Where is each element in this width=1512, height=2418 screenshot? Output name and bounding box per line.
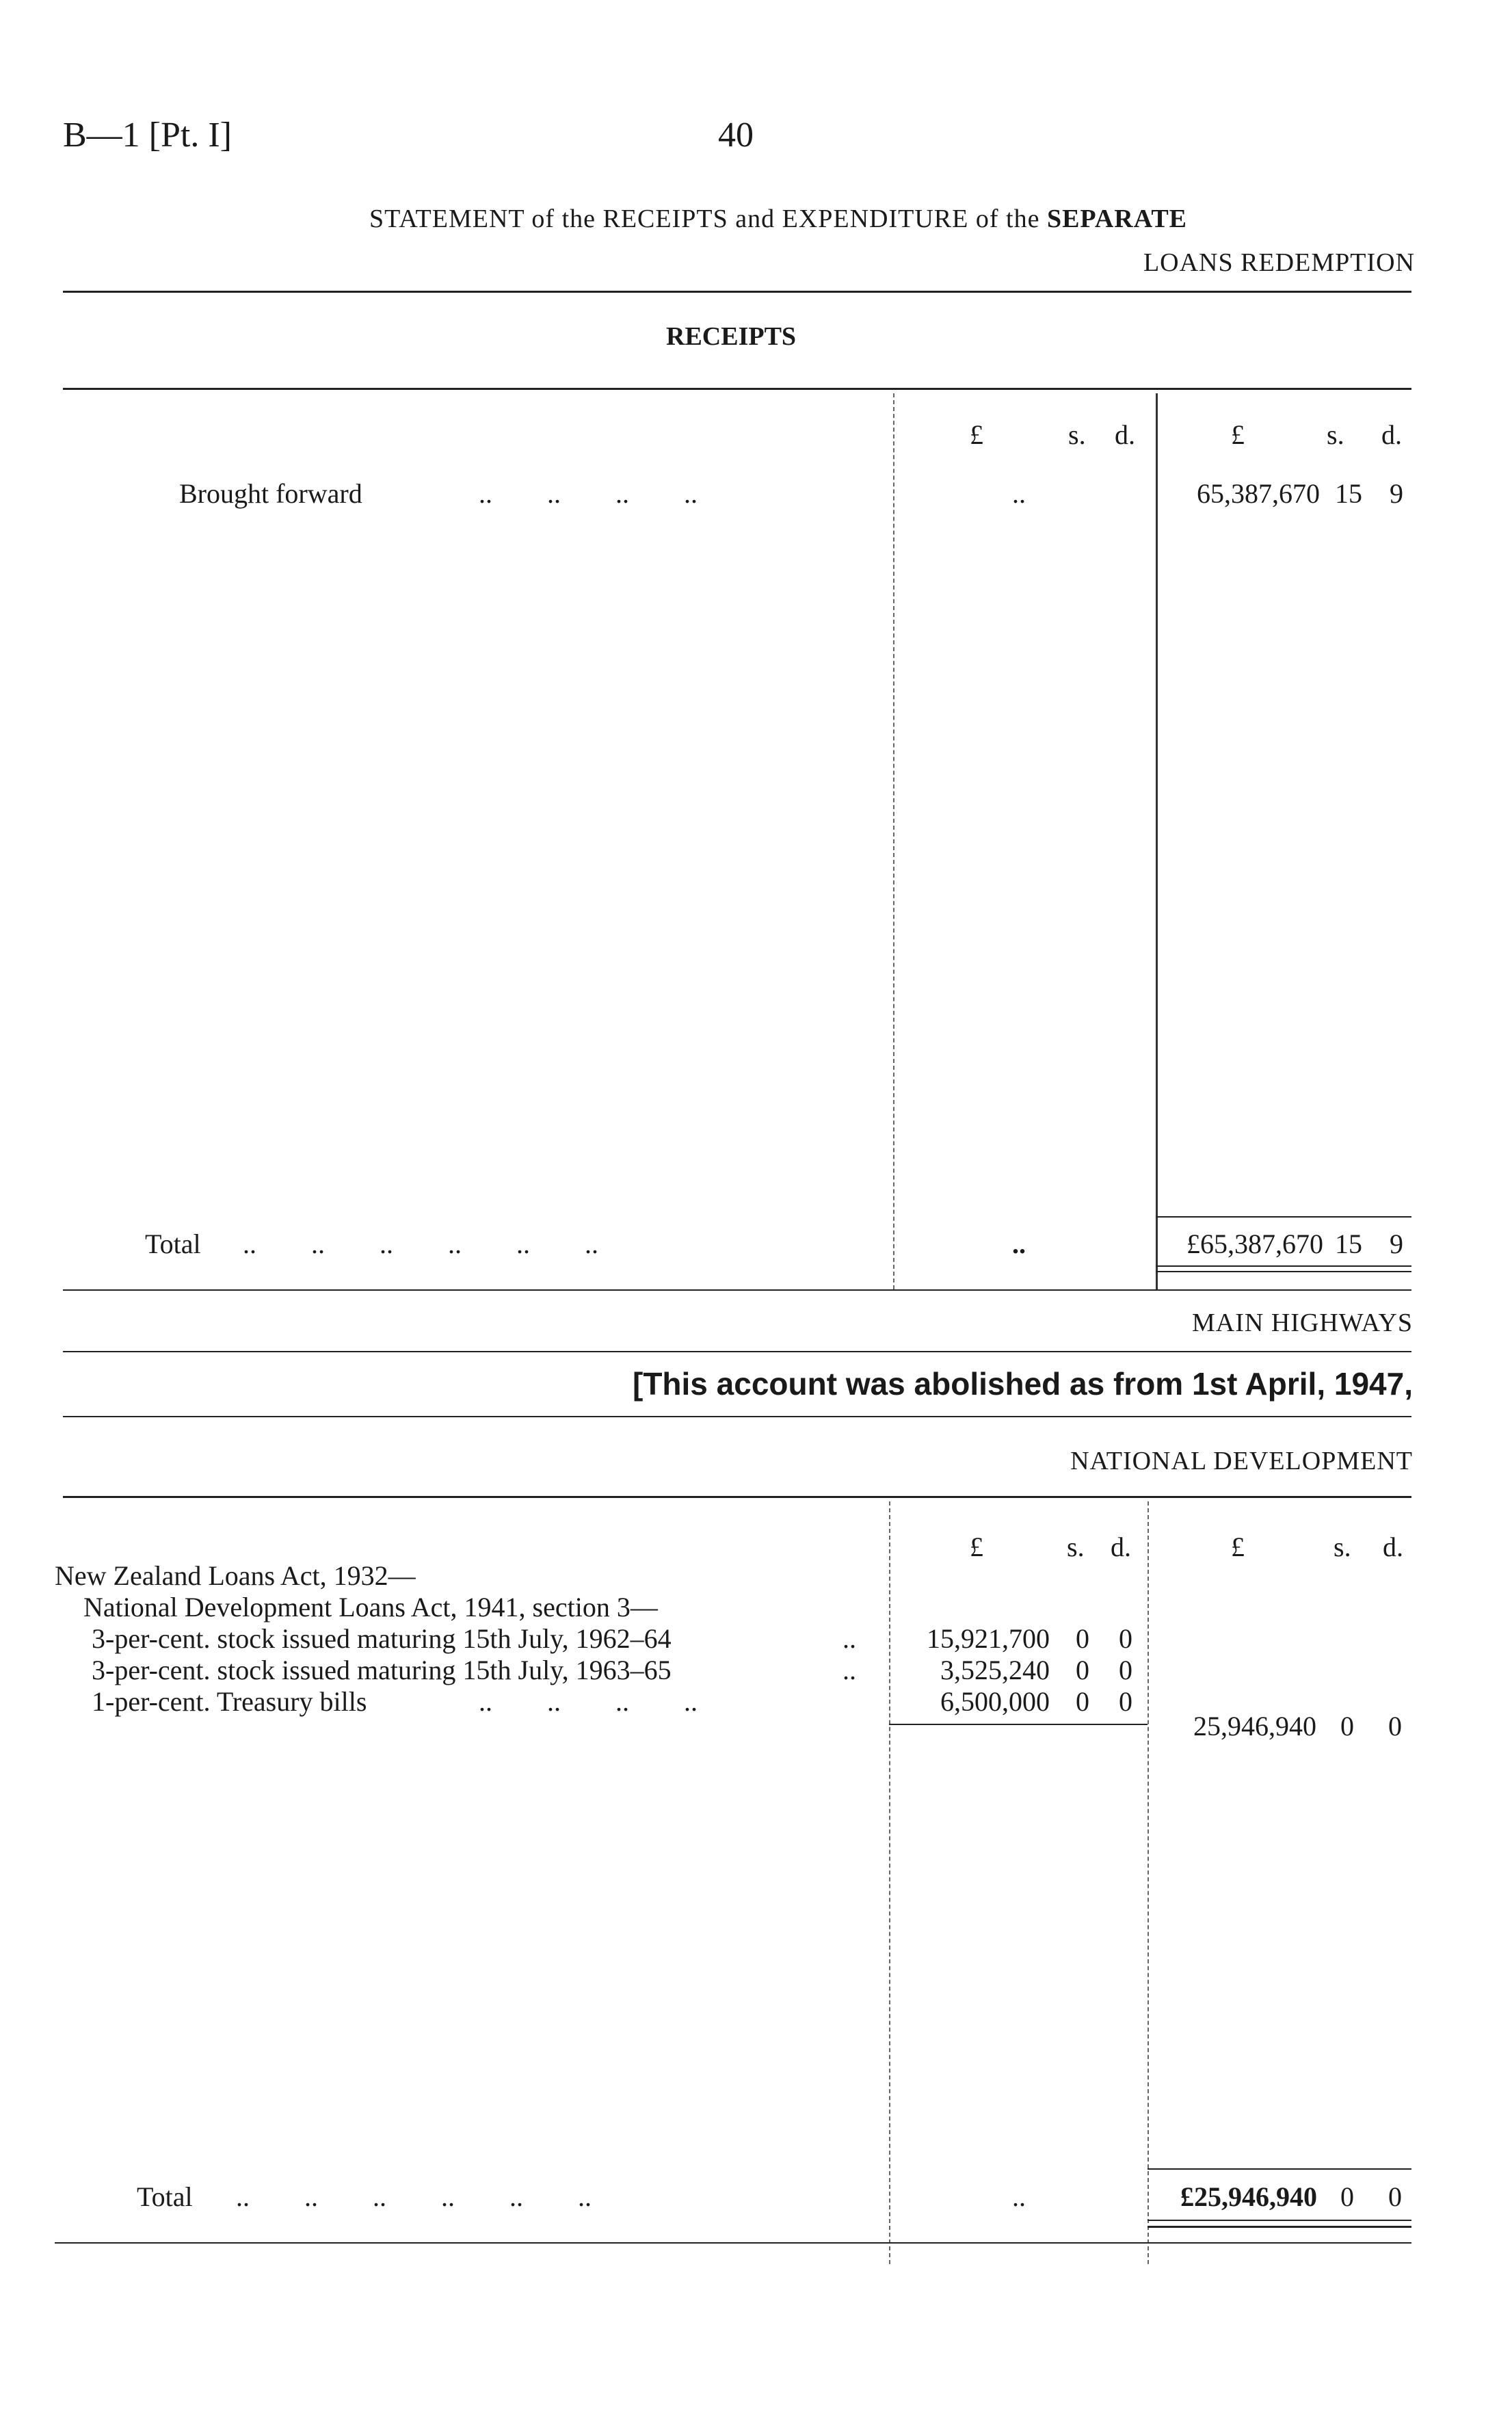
mid-leader: .. [1012,1228,1026,1259]
column-divider [889,1501,890,2264]
item-pounds: 6,500,000 [940,1686,1050,1717]
amount-pence: 9 [1390,478,1403,509]
rule [55,2242,1411,2244]
mid-leader: .. [1012,478,1026,509]
rule [1148,2168,1411,2170]
item-pence: 0 [1119,1623,1132,1654]
subtotal-pence: 0 [1388,1711,1402,1742]
page-number: 40 [718,116,754,155]
statement-subtitle: LOANS REDEMPTION [1143,248,1415,277]
col-header-pence-1: d. [1115,419,1135,450]
col-header-pounds-1: £ [970,1532,983,1562]
total-pounds: £25,946,940 [1180,2181,1317,2212]
column-divider [893,393,894,1289]
dot-leaders: .. .. .. .. [479,478,698,509]
column-divider [1156,393,1158,1289]
statement-title-text: STATEMENT of the RECEIPTS and EXPENDITURE of the [369,205,1040,233]
item-pounds: 15,921,700 [927,1623,1050,1654]
receipts-heading: RECEIPTS [666,322,797,351]
col-header-pence-1: d. [1111,1532,1131,1562]
item-pence: 0 [1119,1655,1132,1685]
main-highways-heading: MAIN HIGHWAYS [1192,1309,1413,1337]
total-pounds: £65,387,670 [1186,1228,1323,1259]
dot-leaders: .. [843,1623,856,1654]
col-header-pence-2: d. [1381,419,1402,450]
act-subheading: National Development Loans Act, 1941, section 3— [83,1592,658,1622]
rule [1156,1265,1411,1267]
row-label: Brought forward [179,478,362,509]
rule [1148,2226,1411,2228]
total-label: Total [137,2181,193,2212]
dot-leaders: .. .. .. .. .. .. [243,1228,598,1259]
rule [63,388,1411,390]
rule [63,1351,1411,1352]
col-header-shillings-2: s. [1334,1532,1351,1562]
mid-leader: .. [1012,2181,1026,2212]
rule [1148,2220,1411,2221]
col-header-pounds-2: £ [1231,419,1245,450]
subtotal-shillings: 0 [1340,1711,1354,1742]
total-shillings: 15 [1335,1228,1362,1259]
dot-leaders: .. .. .. .. [479,1686,698,1717]
dot-leaders: .. .. .. .. .. .. [236,2181,592,2212]
rule [63,1289,1411,1291]
national-development-heading: NATIONAL DEVELOPMENT [1070,1447,1413,1475]
amount-pounds: 65,387,670 [1197,478,1320,509]
col-header-pounds-1: £ [970,419,983,450]
rule [63,1416,1411,1417]
total-shillings: 0 [1340,2181,1354,2212]
item-shillings: 0 [1076,1686,1089,1717]
total-pence: 9 [1390,1228,1403,1259]
rule [1156,1271,1411,1272]
ledger-item-label: 3-per-cent. stock issued maturing 15th July, 1963–65 [92,1655,672,1685]
act-heading: New Zealand Loans Act, 1932— [55,1560,416,1591]
column-divider [1148,1501,1149,2264]
rule [1156,1216,1411,1218]
amount-shillings: 15 [1335,478,1362,509]
item-pence: 0 [1119,1686,1132,1717]
col-header-shillings-2: s. [1327,419,1344,450]
col-header-shillings-1: s. [1067,1532,1085,1562]
rule [63,1496,1411,1498]
statement-title [369,204,1187,234]
abolished-note: [This account was abolished as from 1st April, 1947, [633,1366,1413,1402]
ledger-item-label: 3-per-cent. stock issued maturing 15th July, 1962–64 [92,1623,672,1654]
rule [889,1724,1148,1725]
rule [63,291,1411,293]
ledger-item-label: 1-per-cent. Treasury bills [92,1686,367,1717]
statement-title-bold: SEPARATE [1046,205,1188,233]
item-shillings: 0 [1076,1655,1089,1685]
subtotal-pounds: 25,946,940 [1193,1711,1316,1742]
dot-leaders: .. [843,1655,856,1685]
item-shillings: 0 [1076,1623,1089,1654]
col-header-pence-2: d. [1383,1532,1403,1562]
document-reference: B—1 [Pt. I] [63,116,232,155]
total-label: Total [145,1228,201,1259]
col-header-pounds-2: £ [1231,1532,1245,1562]
col-header-shillings-1: s. [1068,419,1086,450]
total-pence: 0 [1388,2181,1402,2212]
item-pounds: 3,525,240 [940,1655,1050,1685]
